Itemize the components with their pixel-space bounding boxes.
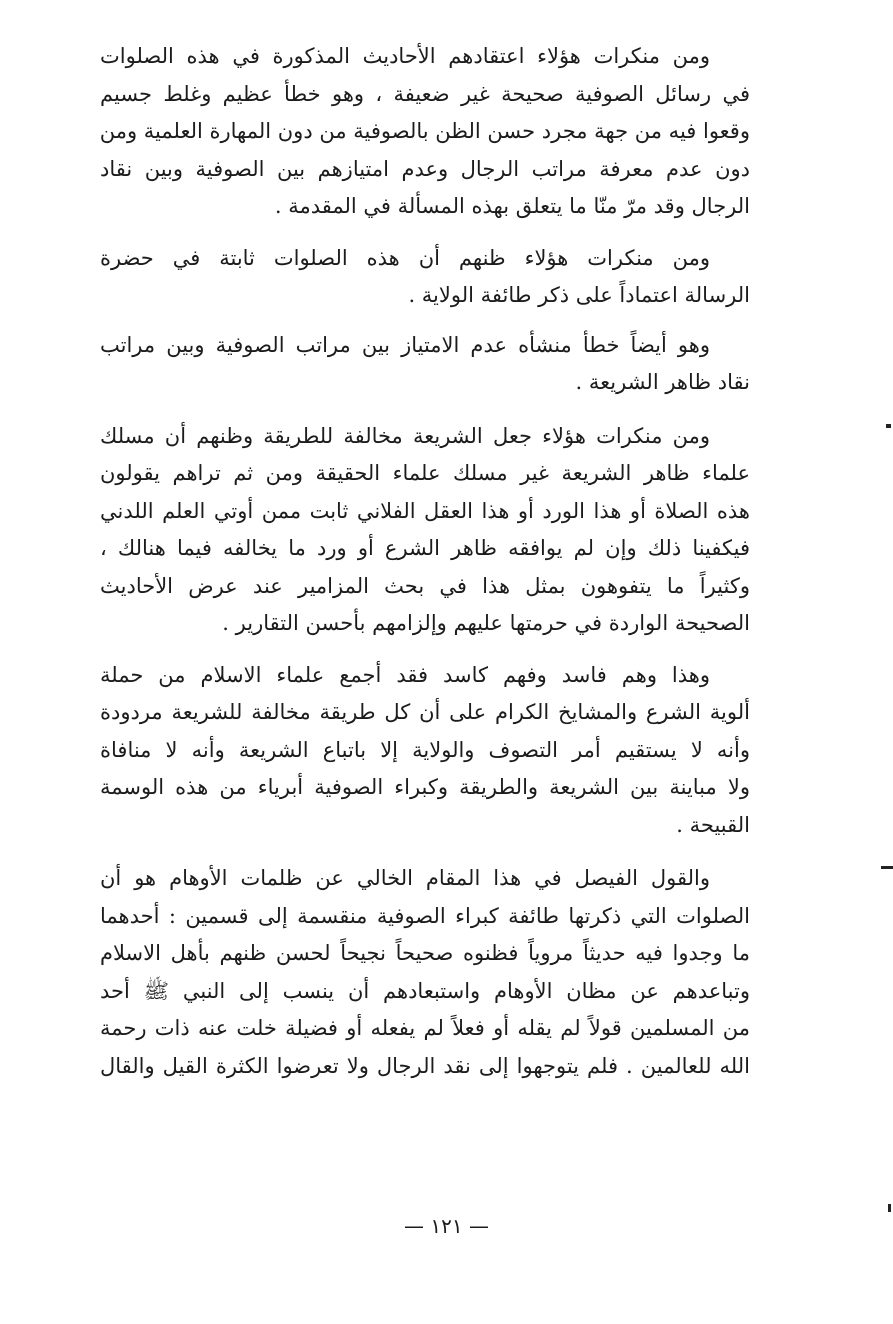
text-line: ألوية الشرع والمشايخ الكرام على أن كل طريقة مخالفة للشريعة مردودة [100,700,750,724]
text-line: الصلوات التي ذكرتها طائفة كبراء الصوفية منقسمة إلى قسمين : أحدهما [100,903,750,928]
text-line: من المسلمين قولاً لم يقله أو فعلاً لم يفعله أو فضيلة خلت عنه ذات رحمة [100,1016,750,1040]
text-line: فيكفينا ذلك وإن لم يوافقه ظاهر الشرع أو ورد ما يخالفه فيما هنالك ، [100,536,750,560]
text-line: ومن منكرات هؤلاء ظنهم أن هذه الصلوات ثابتة في حضرة [100,245,710,270]
text-line: في رسائل الصوفية صحيحة غير ضعيفة ، وهو خطأ عظيم وغلط جسيم [100,81,750,106]
text-line: علماء ظاهر الشريعة غير مسلك علماء الحقيقة ومن ثم تراهم يقولون [100,461,750,485]
text-line: والقول الفيصل في هذا المقام الخالي عن ظلمات الأوهام هو أن [100,866,710,890]
text-line: ولا مباينة بين الشريعة والطريقة وكبراء الصوفية أبرياء من هذه الوسمة [100,775,750,799]
text-line: ومن منكرات هؤلاء جعل الشريعة مخالفة للطريقة وظنهم أن مسلك [100,423,710,448]
text-line: الرسالة اعتماداً على ذكر طائفة الولاية . [408,283,750,307]
scan-margin-mark [881,866,893,869]
paragraph-5 [100,657,750,845]
text-line: ومن منكرات هؤلاء اعتقادهم الأحاديث المذكورة في هذه الصلوات [100,44,710,68]
text-line: الصحيحة الواردة في حرمتها عليهم وإلزامهم بأحسن التقارير . [222,611,750,635]
text-line: وتباعدهم عن مظان الأوهام واستبعادهم أن ينسب إلى النبي ﷺ أحد [100,978,750,1003]
text-line: ما وجدوا فيه حديثاً مروياً فظنوه صحيحاً نجيحاً لحسن ظنهم بأهل الاسلام [100,941,750,965]
paragraph-4 [100,418,750,643]
page-number: — ١٢١ — [404,1214,489,1238]
text-line: وهو أيضاً خطأ منشأه عدم الامتياز بين مراتب الصوفية وبين مراتب [100,332,710,357]
scan-margin-mark [888,1204,891,1212]
text-line: هذه الصلاة أو هذا الورد أو هذا العقل الفلاني ثابت ممن أوتي العلم اللدني [100,498,750,523]
text-line: وأنه لا يستقيم أمر التصوف والولاية إلا باتباع الشريعة وأنه لا منافاة [100,737,750,762]
paragraph-6 [100,860,750,1085]
paragraph-1 [100,38,750,226]
text-line: القبيحة . [676,812,750,837]
text-line: وقعوا فيه من جهة مجرد حسن الظن بالصوفية من دون المهارة العلمية ومن [100,119,750,143]
scan-margin-mark [886,424,891,428]
paragraph-2 [100,240,750,315]
text-line: الرجال وقد مرّ منّا ما يتعلق بهذه المسألة في المقدمة . [274,194,750,218]
text-line: وكثيراً ما يتفوهون بمثل هذا في بحث المزامير عند عرض الأحاديث [100,573,750,598]
text-line: نقاد ظاهر الشريعة . [575,370,750,394]
page-body [100,38,750,1085]
text-line: الله للعالمين . فلم يتوجهوا إلى نقد الرجال ولا تعرضوا الكثرة القيل والقال [100,1053,750,1078]
paragraph-3 [100,327,750,402]
text-line: دون عدم معرفة مراتب الرجال وعدم امتيازهم بين الصوفية وبين نقاد [100,156,750,181]
text-line: وهذا وهم فاسد وفهم كاسد فقد أجمع علماء الاسلام من حملة [100,662,710,687]
